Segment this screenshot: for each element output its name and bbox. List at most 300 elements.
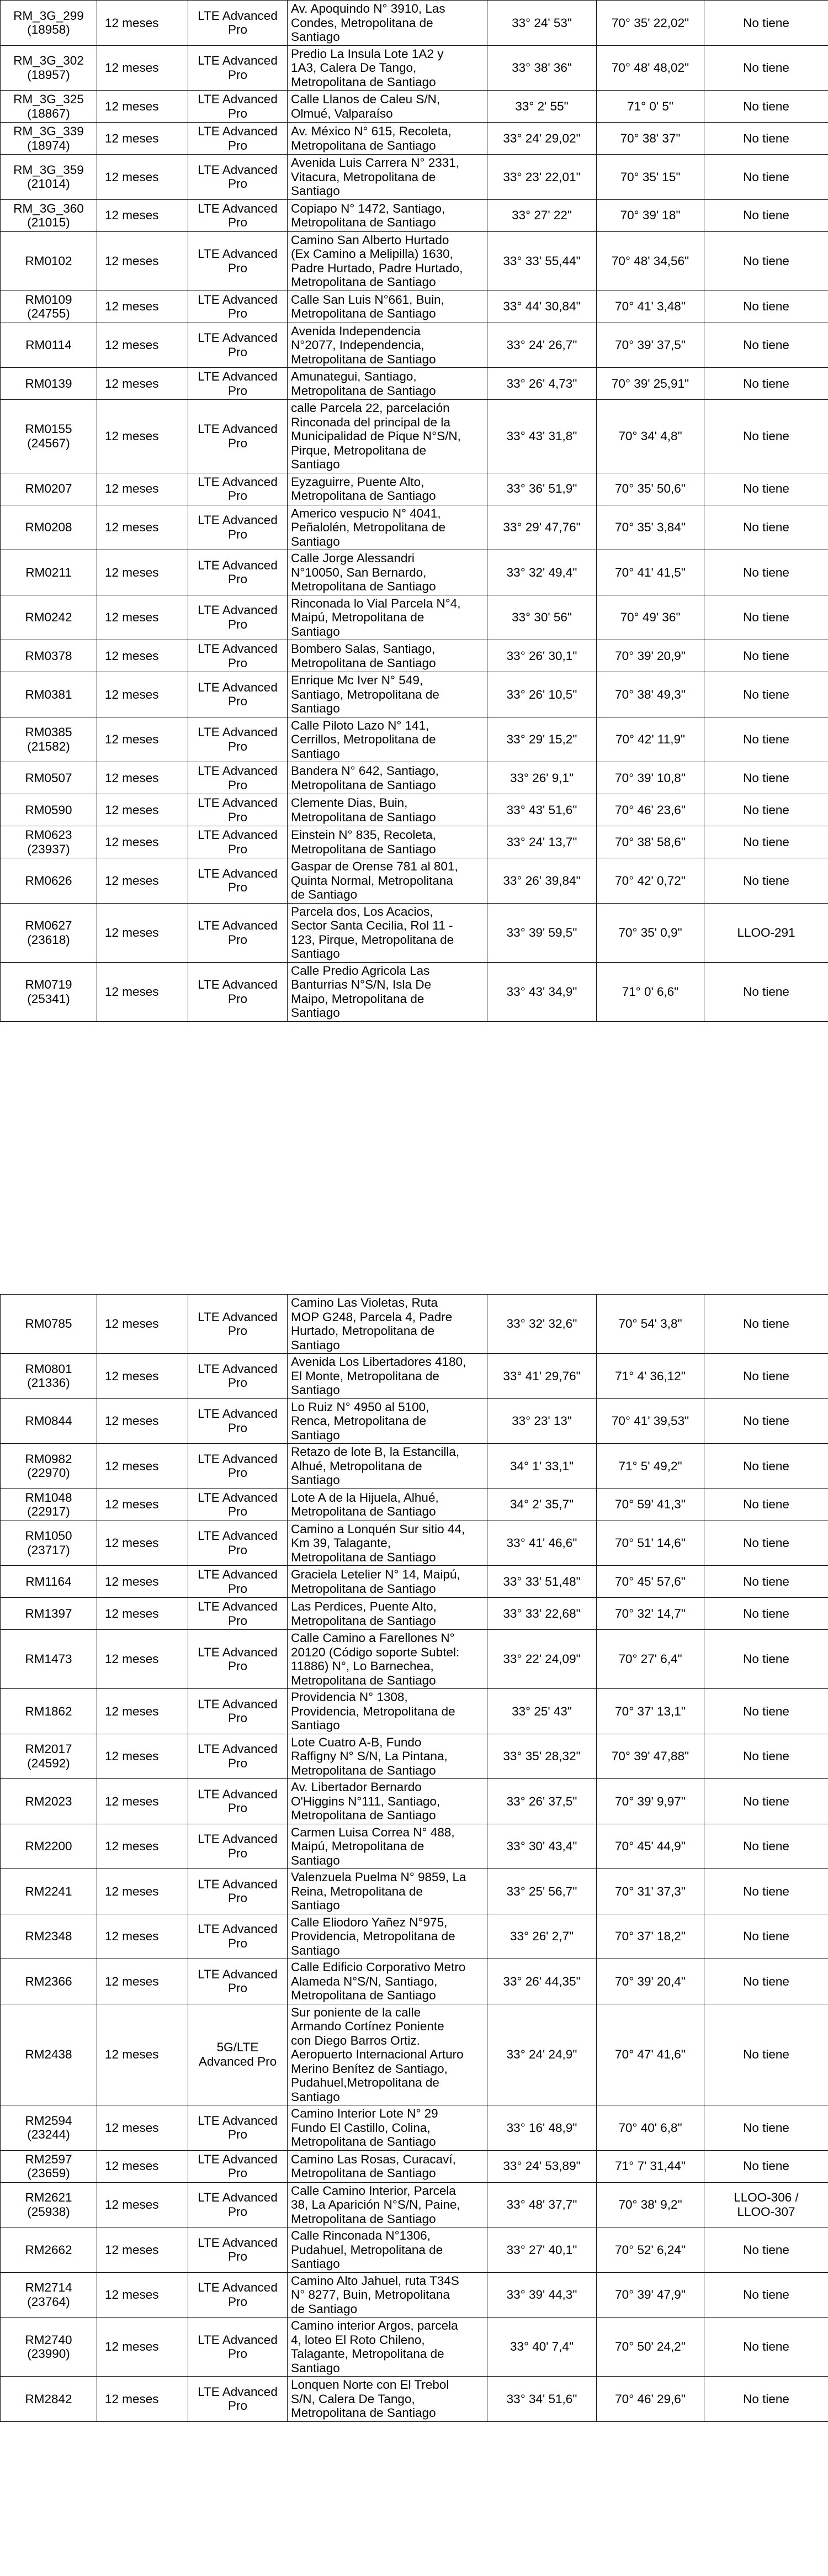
address-cell: Eyzaguirre, Puente Alto, Metropolitana de Santiago <box>288 473 487 505</box>
site-id-cell: RM2438 <box>1 2004 97 2105</box>
site-id-cell: RM2621 (25938) <box>1 2182 97 2227</box>
address-cell: Las Perdices, Puente Alto, Metropolitana de Santiago <box>288 1598 487 1630</box>
longitude-cell: 71° 0' 5" <box>597 91 704 123</box>
term-cell: 12 meses <box>97 595 188 640</box>
address-cell: Predio La Insula Lote 1A2 y 1A3, Calera De Tango, Metropolitana de Santiago <box>288 45 487 91</box>
table-row <box>1 1959 828 2004</box>
table-row <box>1 2227 828 2273</box>
observation-cell: No tiene <box>704 155 828 200</box>
address-cell: Lonquen Norte con El Trebol S/N, Calera De Tango, Metropolitana de Santiago <box>288 2377 487 2422</box>
table-row <box>1 1 828 46</box>
term-cell: 12 meses <box>97 962 188 1021</box>
address-cell: Camino Las Rosas, Curacaví, Metropolitana de Santiago <box>288 2150 487 2182</box>
site-id-cell: RM2842 <box>1 2377 97 2422</box>
latitude-cell: 33° 38' 36" <box>487 45 597 91</box>
table-row <box>1 595 828 640</box>
technology-cell: LTE Advanced Pro <box>188 1354 288 1399</box>
address-cell: Av. México N° 615, Recoleta, Metropolitana de Santiago <box>288 123 487 155</box>
longitude-cell: 70° 38' 58,6" <box>597 826 704 858</box>
latitude-cell: 33° 30' 43,4" <box>487 1824 597 1869</box>
technology-cell: LTE Advanced Pro <box>188 2272 288 2318</box>
table-row <box>1 1598 828 1630</box>
technology-cell: LTE Advanced Pro <box>188 155 288 200</box>
site-table-block <box>0 0 828 1022</box>
term-cell: 12 meses <box>97 368 188 400</box>
technology-cell: LTE Advanced Pro <box>188 903 288 962</box>
latitude-cell: 33° 44' 30,84" <box>487 291 597 323</box>
latitude-cell: 33° 33' 55,44" <box>487 231 597 291</box>
table-row <box>1 903 828 962</box>
observation-cell: No tiene <box>704 473 828 505</box>
address-cell: Camino interior Argos, parcela 4, loteo El Roto Chileno, Talagante, Metropolitana de Santiago <box>288 2318 487 2377</box>
longitude-cell: 70° 39' 9,97" <box>597 1779 704 1824</box>
site-id-cell: RM0242 <box>1 595 97 640</box>
observation-cell: No tiene <box>704 550 828 595</box>
latitude-cell: 33° 26' 39,84" <box>487 858 597 904</box>
table-row <box>1 45 828 91</box>
technology-cell: LTE Advanced Pro <box>188 123 288 155</box>
longitude-cell: 70° 34' 4,8" <box>597 400 704 473</box>
latitude-cell: 33° 40' 7,4" <box>487 2318 597 2377</box>
latitude-cell: 33° 24' 53,89" <box>487 2150 597 2182</box>
address-cell: Parcela dos, Los Acacios, Sector Santa Cecilia, Rol 11 - 123, Pirque, Metropolitana de Santiago <box>288 903 487 962</box>
technology-cell: LTE Advanced Pro <box>188 199 288 231</box>
longitude-cell: 70° 46' 29,6" <box>597 2377 704 2422</box>
observation-cell: No tiene <box>704 1914 828 1959</box>
longitude-cell: 70° 41' 39,53" <box>597 1398 704 1444</box>
term-cell: 12 meses <box>97 155 188 200</box>
site-id-cell: RM0109 (24755) <box>1 291 97 323</box>
technology-cell: LTE Advanced Pro <box>188 2182 288 2227</box>
term-cell: 12 meses <box>97 672 188 717</box>
observation-cell: No tiene <box>704 1295 828 1354</box>
term-cell: 12 meses <box>97 1488 188 1521</box>
technology-cell: LTE Advanced Pro <box>188 1959 288 2004</box>
technology-cell: LTE Advanced Pro <box>188 1295 288 1354</box>
technology-cell: LTE Advanced Pro <box>188 91 288 123</box>
technology-cell: LTE Advanced Pro <box>188 1689 288 1734</box>
latitude-cell: 33° 39' 59,5" <box>487 903 597 962</box>
address-cell: calle Parcela 22, parcelación Rinconada del principal de la Municipalidad de Pique N°S/N, Pirque, Metropolitana de Santiago <box>288 400 487 473</box>
latitude-cell: 33° 36' 51,9" <box>487 473 597 505</box>
site-id-cell: RM1397 <box>1 1598 97 1630</box>
observation-cell: No tiene <box>704 962 828 1021</box>
technology-cell: LTE Advanced Pro <box>188 550 288 595</box>
technology-cell: LTE Advanced Pro <box>188 2318 288 2377</box>
address-cell: Calle Jorge Alessandri N°10050, San Bernardo, Metropolitana de Santiago <box>288 550 487 595</box>
term-cell: 12 meses <box>97 1354 188 1399</box>
technology-cell: LTE Advanced Pro <box>188 2105 288 2151</box>
observation-cell: No tiene <box>704 323 828 368</box>
table-row <box>1 794 828 826</box>
address-cell: Calle Llanos de Caleu S/N, Olmué, Valparaíso <box>288 91 487 123</box>
table-row <box>1 2105 828 2151</box>
longitude-cell: 70° 54' 3,8" <box>597 1295 704 1354</box>
longitude-cell: 70° 27' 6,4" <box>597 1630 704 1689</box>
latitude-cell: 33° 25' 43" <box>487 1689 597 1734</box>
site-id-cell: RM_3G_339 (18974) <box>1 123 97 155</box>
longitude-cell: 70° 35' 3,84" <box>597 505 704 550</box>
technology-cell: LTE Advanced Pro <box>188 473 288 505</box>
observation-cell: No tiene <box>704 400 828 473</box>
term-cell: 12 meses <box>97 903 188 962</box>
longitude-cell: 70° 46' 23,6" <box>597 794 704 826</box>
longitude-cell: 70° 47' 41,6" <box>597 2004 704 2105</box>
longitude-cell: 71° 0' 6,6" <box>597 962 704 1021</box>
latitude-cell: 33° 26' 30,1" <box>487 640 597 672</box>
address-cell: Calle Eliodoro Yañez N°975, Providencia, Metropolitana de Santiago <box>288 1914 487 1959</box>
term-cell: 12 meses <box>97 45 188 91</box>
site-id-cell: RM0208 <box>1 505 97 550</box>
observation-cell: No tiene <box>704 1630 828 1689</box>
site-id-cell: RM2348 <box>1 1914 97 1959</box>
site-id-cell: RM1164 <box>1 1566 97 1598</box>
longitude-cell: 70° 42' 0,72" <box>597 858 704 904</box>
technology-cell: LTE Advanced Pro <box>188 1734 288 1779</box>
latitude-cell: 33° 23' 22,01" <box>487 155 597 200</box>
latitude-cell: 33° 41' 46,6" <box>487 1521 597 1566</box>
address-cell: Camino Alto Jahuel, ruta T34S N° 8277, Buin, Metropolitana de Santiago <box>288 2272 487 2318</box>
address-cell: Camino a Lonquén Sur sitio 44, Km 39, Talagante, Metropolitana de Santiago <box>288 1521 487 1566</box>
table-row <box>1 762 828 794</box>
latitude-cell: 33° 29' 15,2" <box>487 717 597 762</box>
observation-cell: No tiene <box>704 1779 828 1824</box>
longitude-cell: 70° 31' 37,3" <box>597 1869 704 1914</box>
technology-cell: LTE Advanced Pro <box>188 1398 288 1444</box>
table-row <box>1 231 828 291</box>
site-id-cell: RM0155 (24567) <box>1 400 97 473</box>
site-id-cell: RM1050 (23717) <box>1 1521 97 1566</box>
address-cell: Calle Camino a Farellones N° 20120 (Código soporte Subtel: 11886) N°, Lo Barnechea, Metropolitana de Santiago <box>288 1630 487 1689</box>
term-cell: 12 meses <box>97 762 188 794</box>
term-cell: 12 meses <box>97 1959 188 2004</box>
term-cell: 12 meses <box>97 1566 188 1598</box>
site-id-cell: RM_3G_299 (18958) <box>1 1 97 46</box>
observation-cell: No tiene <box>704 2272 828 2318</box>
term-cell: 12 meses <box>97 1824 188 1869</box>
table-row <box>1 1914 828 1959</box>
latitude-cell: 33° 24' 29,02" <box>487 123 597 155</box>
address-cell: Camino Interior Lote N° 29 Fundo El Castillo, Colina, Metropolitana de Santiago <box>288 2105 487 2151</box>
address-cell: Calle Camino Interior, Parcela 38, La Aparición N°S/N, Paine, Metropolitana de Santiago <box>288 2182 487 2227</box>
longitude-cell: 70° 35' 50,6" <box>597 473 704 505</box>
address-cell: Lote Cuatro A-B, Fundo Raffigny N° S/N, La Pintana, Metropolitana de Santiago <box>288 1734 487 1779</box>
technology-cell: LTE Advanced Pro <box>188 1914 288 1959</box>
table-row <box>1 1398 828 1444</box>
latitude-cell: 33° 22' 24,09" <box>487 1630 597 1689</box>
term-cell: 12 meses <box>97 1734 188 1779</box>
table-row <box>1 1689 828 1734</box>
term-cell: 12 meses <box>97 1869 188 1914</box>
site-id-cell: RM2740 (23990) <box>1 2318 97 2377</box>
table-row <box>1 1444 828 1489</box>
latitude-cell: 33° 43' 34,9" <box>487 962 597 1021</box>
address-cell: Bandera N° 642, Santiago, Metropolitana de Santiago <box>288 762 487 794</box>
term-cell: 12 meses <box>97 505 188 550</box>
latitude-cell: 33° 26' 2,7" <box>487 1914 597 1959</box>
observation-cell: No tiene <box>704 858 828 904</box>
longitude-cell: 70° 41' 41,5" <box>597 550 704 595</box>
technology-cell: LTE Advanced Pro <box>188 2150 288 2182</box>
technology-cell: LTE Advanced Pro <box>188 595 288 640</box>
technology-cell: LTE Advanced Pro <box>188 1824 288 1869</box>
longitude-cell: 70° 39' 10,8" <box>597 762 704 794</box>
technology-cell: LTE Advanced Pro <box>188 1598 288 1630</box>
address-cell: Graciela Letelier N° 14, Maipú, Metropolitana de Santiago <box>288 1566 487 1598</box>
site-id-cell: RM_3G_325 (18867) <box>1 91 97 123</box>
site-id-cell: RM0626 <box>1 858 97 904</box>
observation-cell: No tiene <box>704 1869 828 1914</box>
table-row <box>1 2318 828 2377</box>
longitude-cell: 70° 39' 18" <box>597 199 704 231</box>
latitude-cell: 33° 27' 22" <box>487 199 597 231</box>
longitude-cell: 70° 45' 57,6" <box>597 1566 704 1598</box>
site-id-cell: RM0385 (21582) <box>1 717 97 762</box>
latitude-cell: 33° 24' 53" <box>487 1 597 46</box>
term-cell: 12 meses <box>97 2272 188 2318</box>
technology-cell: LTE Advanced Pro <box>188 1869 288 1914</box>
address-cell: Avenida Los Libertadores 4180, El Monte, Metropolitana de Santiago <box>288 1354 487 1399</box>
address-cell: Camino San Alberto Hurtado (Ex Camino a Melipilla) 1630, Padre Hurtado, Padre Hurtado, Metropolitana de Santiago <box>288 231 487 291</box>
latitude-cell: 33° 2' 55" <box>487 91 597 123</box>
site-id-cell: RM2714 (23764) <box>1 2272 97 2318</box>
term-cell: 12 meses <box>97 2150 188 2182</box>
observation-cell: No tiene <box>704 123 828 155</box>
site-id-cell: RM2597 (23659) <box>1 2150 97 2182</box>
latitude-cell: 33° 25' 56,7" <box>487 1869 597 1914</box>
technology-cell: LTE Advanced Pro <box>188 826 288 858</box>
technology-cell: LTE Advanced Pro <box>188 1566 288 1598</box>
latitude-cell: 33° 26' 37,5" <box>487 1779 597 1824</box>
longitude-cell: 70° 49' 36" <box>597 595 704 640</box>
technology-cell: LTE Advanced Pro <box>188 45 288 91</box>
term-cell: 12 meses <box>97 1295 188 1354</box>
site-id-cell: RM0114 <box>1 323 97 368</box>
address-cell: Retazo de lote B, la Estancilla, Alhué, Metropolitana de Santiago <box>288 1444 487 1489</box>
term-cell: 12 meses <box>97 1689 188 1734</box>
address-cell: Providencia N° 1308, Providencia, Metropolitana de Santiago <box>288 1689 487 1734</box>
longitude-cell: 70° 42' 11,9" <box>597 717 704 762</box>
address-cell: Calle Edificio Corporativo Metro Alameda N°S/N, Santiago, Metropolitana de Santiago <box>288 1959 487 2004</box>
technology-cell: LTE Advanced Pro <box>188 2227 288 2273</box>
address-cell: Rinconada lo Vial Parcela N°4, Maipú, Metropolitana de Santiago <box>288 595 487 640</box>
longitude-cell: 70° 39' 20,9" <box>597 640 704 672</box>
longitude-cell: 70° 35' 22,02" <box>597 1 704 46</box>
longitude-cell: 70° 39' 47,9" <box>597 2272 704 2318</box>
technology-cell: LTE Advanced Pro <box>188 1630 288 1689</box>
longitude-cell: 70° 39' 25,91" <box>597 368 704 400</box>
latitude-cell: 33° 29' 47,76" <box>487 505 597 550</box>
longitude-cell: 71° 4' 36,12" <box>597 1354 704 1399</box>
table-row <box>1 505 828 550</box>
technology-cell: LTE Advanced Pro <box>188 1444 288 1489</box>
observation-cell: No tiene <box>704 2377 828 2422</box>
longitude-cell: 70° 35' 15" <box>597 155 704 200</box>
technology-cell: LTE Advanced Pro <box>188 640 288 672</box>
technology-cell: LTE Advanced Pro <box>188 717 288 762</box>
technology-cell: LTE Advanced Pro <box>188 323 288 368</box>
table-row <box>1 962 828 1021</box>
term-cell: 12 meses <box>97 91 188 123</box>
longitude-cell: 70° 39' 47,88" <box>597 1734 704 1779</box>
site-id-cell: RM_3G_359 (21014) <box>1 155 97 200</box>
latitude-cell: 33° 26' 44,35" <box>487 1959 597 2004</box>
table-row <box>1 672 828 717</box>
latitude-cell: 33° 26' 4,73" <box>487 368 597 400</box>
site-id-cell: RM0623 (23937) <box>1 826 97 858</box>
site-id-cell: RM0627 (23618) <box>1 903 97 962</box>
latitude-cell: 33° 35' 28,32" <box>487 1734 597 1779</box>
site-id-cell: RM0719 (25341) <box>1 962 97 1021</box>
longitude-cell: 70° 35' 0,9" <box>597 903 704 962</box>
table-row <box>1 199 828 231</box>
table-row <box>1 1734 828 1779</box>
address-cell: Camino Las Violetas, Ruta MOP G248, Parcela 4, Padre Hurtado, Metropolitana de Santiago <box>288 1295 487 1354</box>
latitude-cell: 33° 24' 24,9" <box>487 2004 597 2105</box>
latitude-cell: 33° 23' 13" <box>487 1398 597 1444</box>
site-id-cell: RM0211 <box>1 550 97 595</box>
table-row <box>1 2182 828 2227</box>
longitude-cell: 70° 48' 34,56" <box>597 231 704 291</box>
site-id-cell: RM0844 <box>1 1398 97 1444</box>
term-cell: 12 meses <box>97 794 188 826</box>
term-cell: 12 meses <box>97 400 188 473</box>
longitude-cell: 70° 32' 14,7" <box>597 1598 704 1630</box>
site-id-cell: RM2200 <box>1 1824 97 1869</box>
observation-cell: No tiene <box>704 1521 828 1566</box>
site-id-cell: RM1048 (22917) <box>1 1488 97 1521</box>
latitude-cell: 33° 30' 56" <box>487 595 597 640</box>
table-row <box>1 1354 828 1399</box>
technology-cell: LTE Advanced Pro <box>188 794 288 826</box>
latitude-cell: 33° 43' 31,8" <box>487 400 597 473</box>
table-row <box>1 323 828 368</box>
latitude-cell: 34° 2' 35,7" <box>487 1488 597 1521</box>
address-cell: Valenzuela Puelma N° 9859, La Reina, Metropolitana de Santiago <box>288 1869 487 1914</box>
longitude-cell: 71° 5' 49,2" <box>597 1444 704 1489</box>
table-row <box>1 155 828 200</box>
table-row <box>1 1488 828 1521</box>
latitude-cell: 33° 27' 40,1" <box>487 2227 597 2273</box>
address-cell: Avenida Independencia N°2077, Independencia, Metropolitana de Santiago <box>288 323 487 368</box>
table-row <box>1 400 828 473</box>
table-row <box>1 1295 828 1354</box>
observation-cell: LLOO-291 <box>704 903 828 962</box>
term-cell: 12 meses <box>97 1914 188 1959</box>
longitude-cell: 70° 37' 13,1" <box>597 1689 704 1734</box>
technology-cell: LTE Advanced Pro <box>188 1488 288 1521</box>
observation-cell: No tiene <box>704 1566 828 1598</box>
longitude-cell: 70° 38' 37" <box>597 123 704 155</box>
table-row <box>1 123 828 155</box>
observation-cell: No tiene <box>704 1398 828 1444</box>
technology-cell: LTE Advanced Pro <box>188 368 288 400</box>
technology-cell: LTE Advanced Pro <box>188 231 288 291</box>
observation-cell: No tiene <box>704 794 828 826</box>
observation-cell: No tiene <box>704 2318 828 2377</box>
observation-cell: No tiene <box>704 368 828 400</box>
latitude-cell: 33° 48' 37,7" <box>487 2182 597 2227</box>
technology-cell: LTE Advanced Pro <box>188 762 288 794</box>
term-cell: 12 meses <box>97 1398 188 1444</box>
table-row <box>1 640 828 672</box>
observation-cell: No tiene <box>704 595 828 640</box>
site-id-cell: RM2017 (24592) <box>1 1734 97 1779</box>
term-cell: 12 meses <box>97 550 188 595</box>
term-cell: 12 meses <box>97 1598 188 1630</box>
observation-cell: No tiene <box>704 1 828 46</box>
observation-cell: No tiene <box>704 2227 828 2273</box>
technology-cell: LTE Advanced Pro <box>188 505 288 550</box>
longitude-cell: 70° 37' 18,2" <box>597 1914 704 1959</box>
term-cell: 12 meses <box>97 2227 188 2273</box>
longitude-cell: 70° 40' 6,8" <box>597 2105 704 2151</box>
address-cell: Sur poniente de la calle Armando Cortínez Poniente con Diego Barros Ortiz. Aeropuerto Internacional Arturo Merino Benítez de Santiago, Pudahuel,Metropolitana de Santiago <box>288 2004 487 2105</box>
technology-cell: LTE Advanced Pro <box>188 291 288 323</box>
term-cell: 12 meses <box>97 2105 188 2151</box>
address-cell: Gaspar de Orense 781 al 801, Quinta Normal, Metropolitana de Santiago <box>288 858 487 904</box>
observation-cell: No tiene <box>704 762 828 794</box>
site-id-cell: RM0102 <box>1 231 97 291</box>
address-cell: Clemente Dias, Buin, Metropolitana de Santiago <box>288 794 487 826</box>
observation-cell: No tiene <box>704 1959 828 2004</box>
observation-cell: No tiene <box>704 1689 828 1734</box>
latitude-cell: 33° 43' 51,6" <box>487 794 597 826</box>
observation-cell: No tiene <box>704 1354 828 1399</box>
site-id-cell: RM2241 <box>1 1869 97 1914</box>
term-cell: 12 meses <box>97 640 188 672</box>
site-table-block <box>0 1294 828 2422</box>
term-cell: 12 meses <box>97 1444 188 1489</box>
longitude-cell: 70° 39' 20,4" <box>597 1959 704 2004</box>
technology-cell: LTE Advanced Pro <box>188 1521 288 1566</box>
address-cell: Calle San Luis N°661, Buin, Metropolitana de Santiago <box>288 291 487 323</box>
site-id-cell: RM0785 <box>1 1295 97 1354</box>
observation-cell: No tiene <box>704 2004 828 2105</box>
latitude-cell: 33° 32' 32,6" <box>487 1295 597 1354</box>
table-row <box>1 550 828 595</box>
term-cell: 12 meses <box>97 473 188 505</box>
observation-cell: No tiene <box>704 1734 828 1779</box>
table-row <box>1 717 828 762</box>
site-id-cell: RM0590 <box>1 794 97 826</box>
latitude-cell: 33° 41' 29,76" <box>487 1354 597 1399</box>
address-cell: Bombero Salas, Santiago, Metropolitana de Santiago <box>288 640 487 672</box>
term-cell: 12 meses <box>97 1630 188 1689</box>
observation-cell: No tiene <box>704 1444 828 1489</box>
table-row <box>1 1779 828 1824</box>
observation-cell: LLOO-306 / LLOO-307 <box>704 2182 828 2227</box>
address-cell: Americo vespucio N° 4041, Peñalolén, Metropolitana de Santiago <box>288 505 487 550</box>
observation-cell: No tiene <box>704 231 828 291</box>
table-row <box>1 858 828 904</box>
longitude-cell: 70° 51' 14,6" <box>597 1521 704 1566</box>
latitude-cell: 33° 32' 49,4" <box>487 550 597 595</box>
observation-cell: No tiene <box>704 199 828 231</box>
term-cell: 12 meses <box>97 1 188 46</box>
term-cell: 12 meses <box>97 2004 188 2105</box>
longitude-cell: 70° 59' 41,3" <box>597 1488 704 1521</box>
technology-cell: LTE Advanced Pro <box>188 962 288 1021</box>
technology-cell: 5G/LTE Advanced Pro <box>188 2004 288 2105</box>
address-cell: Calle Predio Agricola Las Banturrias N°S/N, Isla De Maipo, Metropolitana de Santiago <box>288 962 487 1021</box>
address-cell: Calle Piloto Lazo N° 141, Cerrillos, Metropolitana de Santiago <box>288 717 487 762</box>
latitude-cell: 33° 24' 26,7" <box>487 323 597 368</box>
latitude-cell: 33° 33' 22,68" <box>487 1598 597 1630</box>
latitude-cell: 33° 39' 44,3" <box>487 2272 597 2318</box>
table-row <box>1 473 828 505</box>
table-row <box>1 368 828 400</box>
